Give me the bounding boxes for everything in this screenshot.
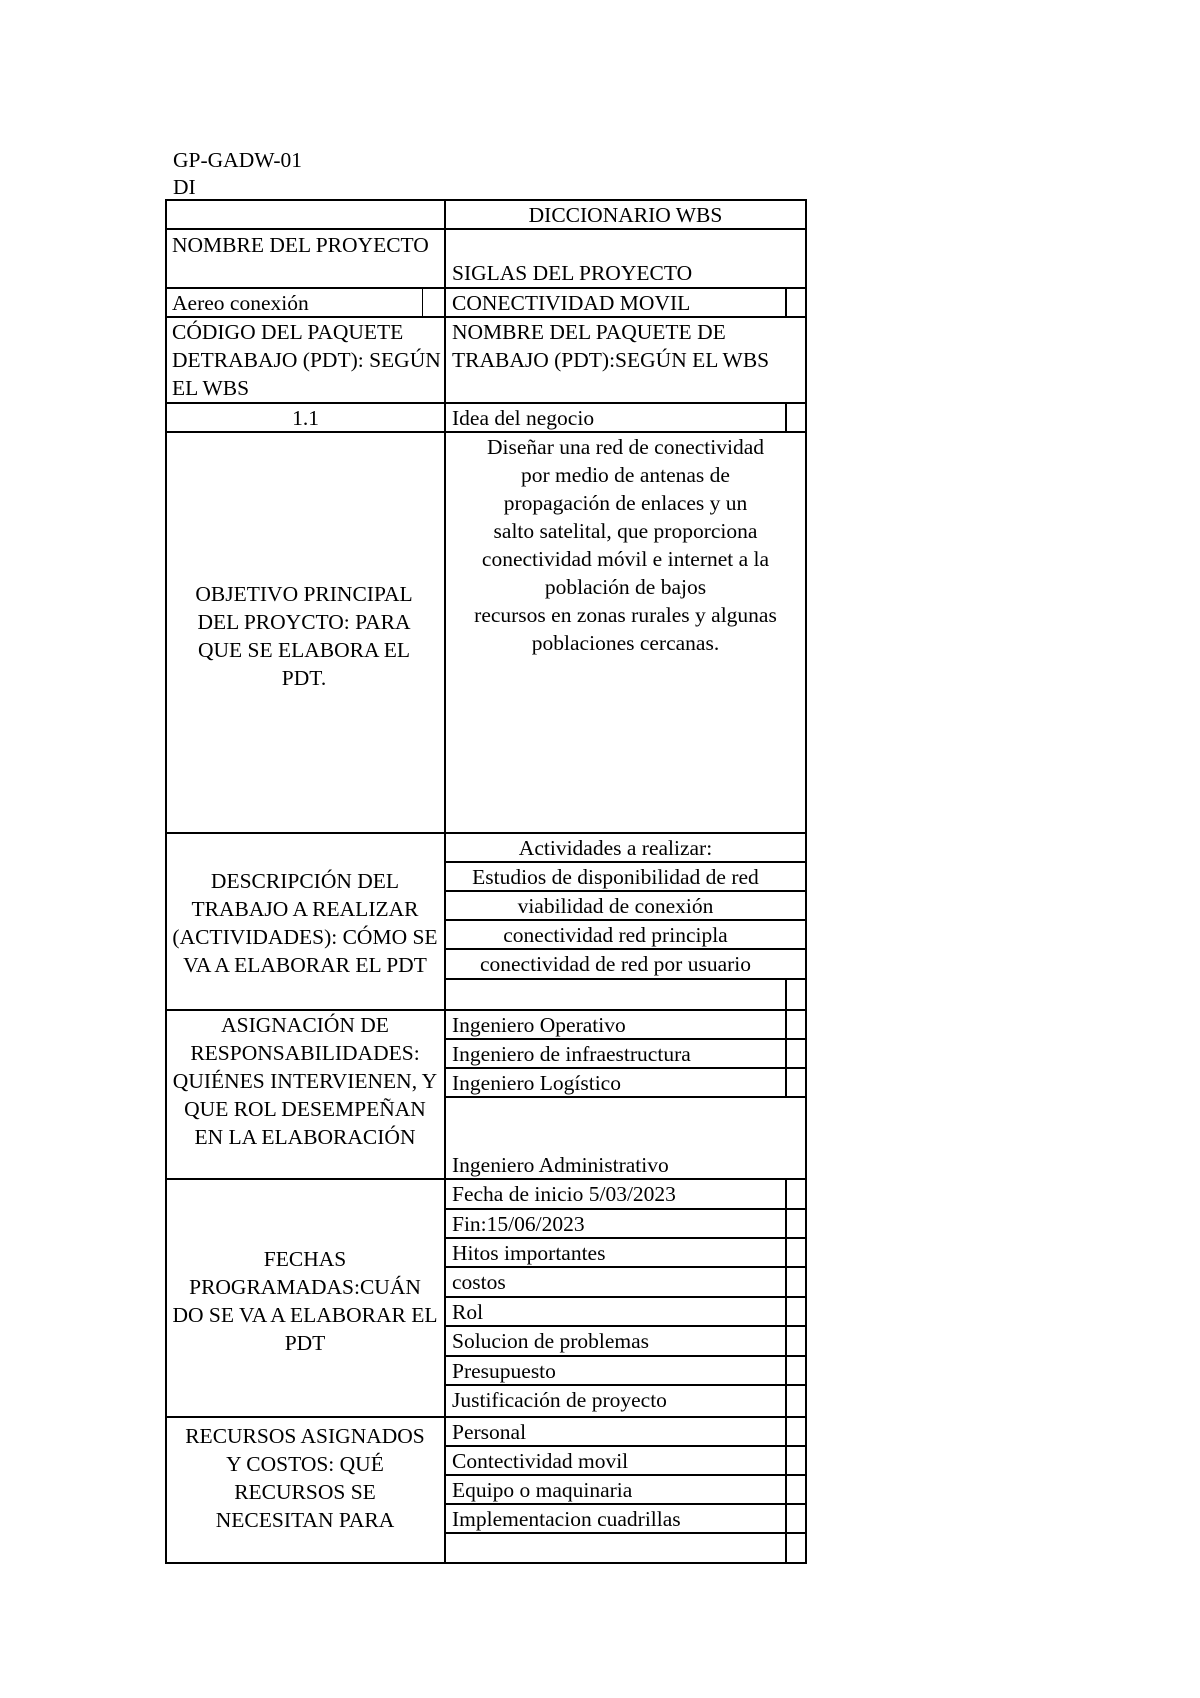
activity-item: Estudios de disponibilidad de red <box>472 865 759 889</box>
resource-item: Equipo o maquinaria <box>452 1478 633 1502</box>
date-item: Rol <box>452 1300 484 1324</box>
table-title: DICCIONARIO WBS <box>528 203 723 227</box>
project-name-label: NOMBRE DEL PROYECTO <box>172 233 429 257</box>
project-acronym-value: CONECTIVIDAD MOVIL <box>452 291 691 315</box>
resource-item: Implementacion cuadrillas <box>452 1507 681 1531</box>
objective-line: por medio de antenas de <box>521 463 730 487</box>
activities-label: DESCRIPCIÓN DEL TRABAJO A REALIZAR (ACTIVIDADES): CÓMO SE VA A ELABORAR EL PDT <box>172 869 438 977</box>
date-item: Fecha de inicio 5/03/2023 <box>452 1182 676 1206</box>
pdt-code-value: 1.1 <box>292 406 319 430</box>
project-name-value: Aereo conexión <box>172 291 309 315</box>
pdt-code-label: CÓDIGO DEL PAQUETE DETRABAJO (PDT): SEGÚN EL WBS <box>172 320 441 400</box>
date-item: Justificación de proyecto <box>452 1388 667 1412</box>
activity-item: viabilidad de conexión <box>517 894 714 918</box>
objective-line: población de bajos <box>544 575 707 599</box>
activity-item: conectividad de red por usuario <box>479 952 752 976</box>
date-item: Hitos importantes <box>452 1241 606 1265</box>
responsibilities-label: ASIGNACIÓN DE RESPONSABILIDADES: QUIÉNES INTERVIENEN, Y QUE ROL DESEMPEÑAN EN LA ELABORACIÓN <box>172 1013 438 1149</box>
objective-line: Diseñar una red de conectividad <box>487 435 764 459</box>
responsibility-item: Ingeniero Operativo <box>452 1013 626 1037</box>
objective-line: salto satelital, que proporciona <box>493 519 758 543</box>
document-subcode: DI <box>173 175 196 199</box>
objective-line: recursos en zonas rurales y algunas <box>474 603 777 627</box>
document-code: GP-GADW-01 <box>173 148 302 172</box>
responsibility-item: Ingeniero Logístico <box>452 1071 621 1095</box>
objective-line: conectividad móvil e internet a la <box>481 547 770 571</box>
pdt-name-label: NOMBRE DEL PAQUETE DE TRABAJO (PDT):SEGÚN EL WBS <box>452 320 770 372</box>
date-item: Presupuesto <box>452 1359 556 1383</box>
objective-line: propagación de enlaces y un <box>503 491 748 515</box>
objective-line: poblaciones cercanas. <box>531 631 720 655</box>
date-item: Fin:15/06/2023 <box>452 1212 585 1236</box>
activity-item: Actividades a realizar: <box>518 836 713 860</box>
responsibility-item: Ingeniero de infraestructura <box>452 1042 691 1066</box>
responsibility-item: Ingeniero Administrativo <box>452 1153 669 1177</box>
resource-item: Contectividad movil <box>452 1449 629 1473</box>
resources-label: RECURSOS ASIGNADOS Y COSTOS: QUÉ RECURSOS SE NECESITAN PARA <box>185 1424 425 1532</box>
pdt-name-value: Idea del negocio <box>452 406 595 430</box>
date-item: costos <box>452 1270 506 1294</box>
objective-label: OBJETIVO PRINCIPAL DEL PROYCTO: PARA QUE SE ELABORA EL PDT. <box>195 582 413 690</box>
project-acronym-label: SIGLAS DEL PROYECTO <box>452 261 693 285</box>
dates-label: FECHAS PROGRAMADAS:CUÁN DO SE VA A ELABORAR EL PDT <box>172 1247 438 1355</box>
activity-item: conectividad red principla <box>503 923 728 947</box>
resource-item: Personal <box>452 1420 527 1444</box>
date-item: Solucion de problemas <box>452 1329 650 1353</box>
